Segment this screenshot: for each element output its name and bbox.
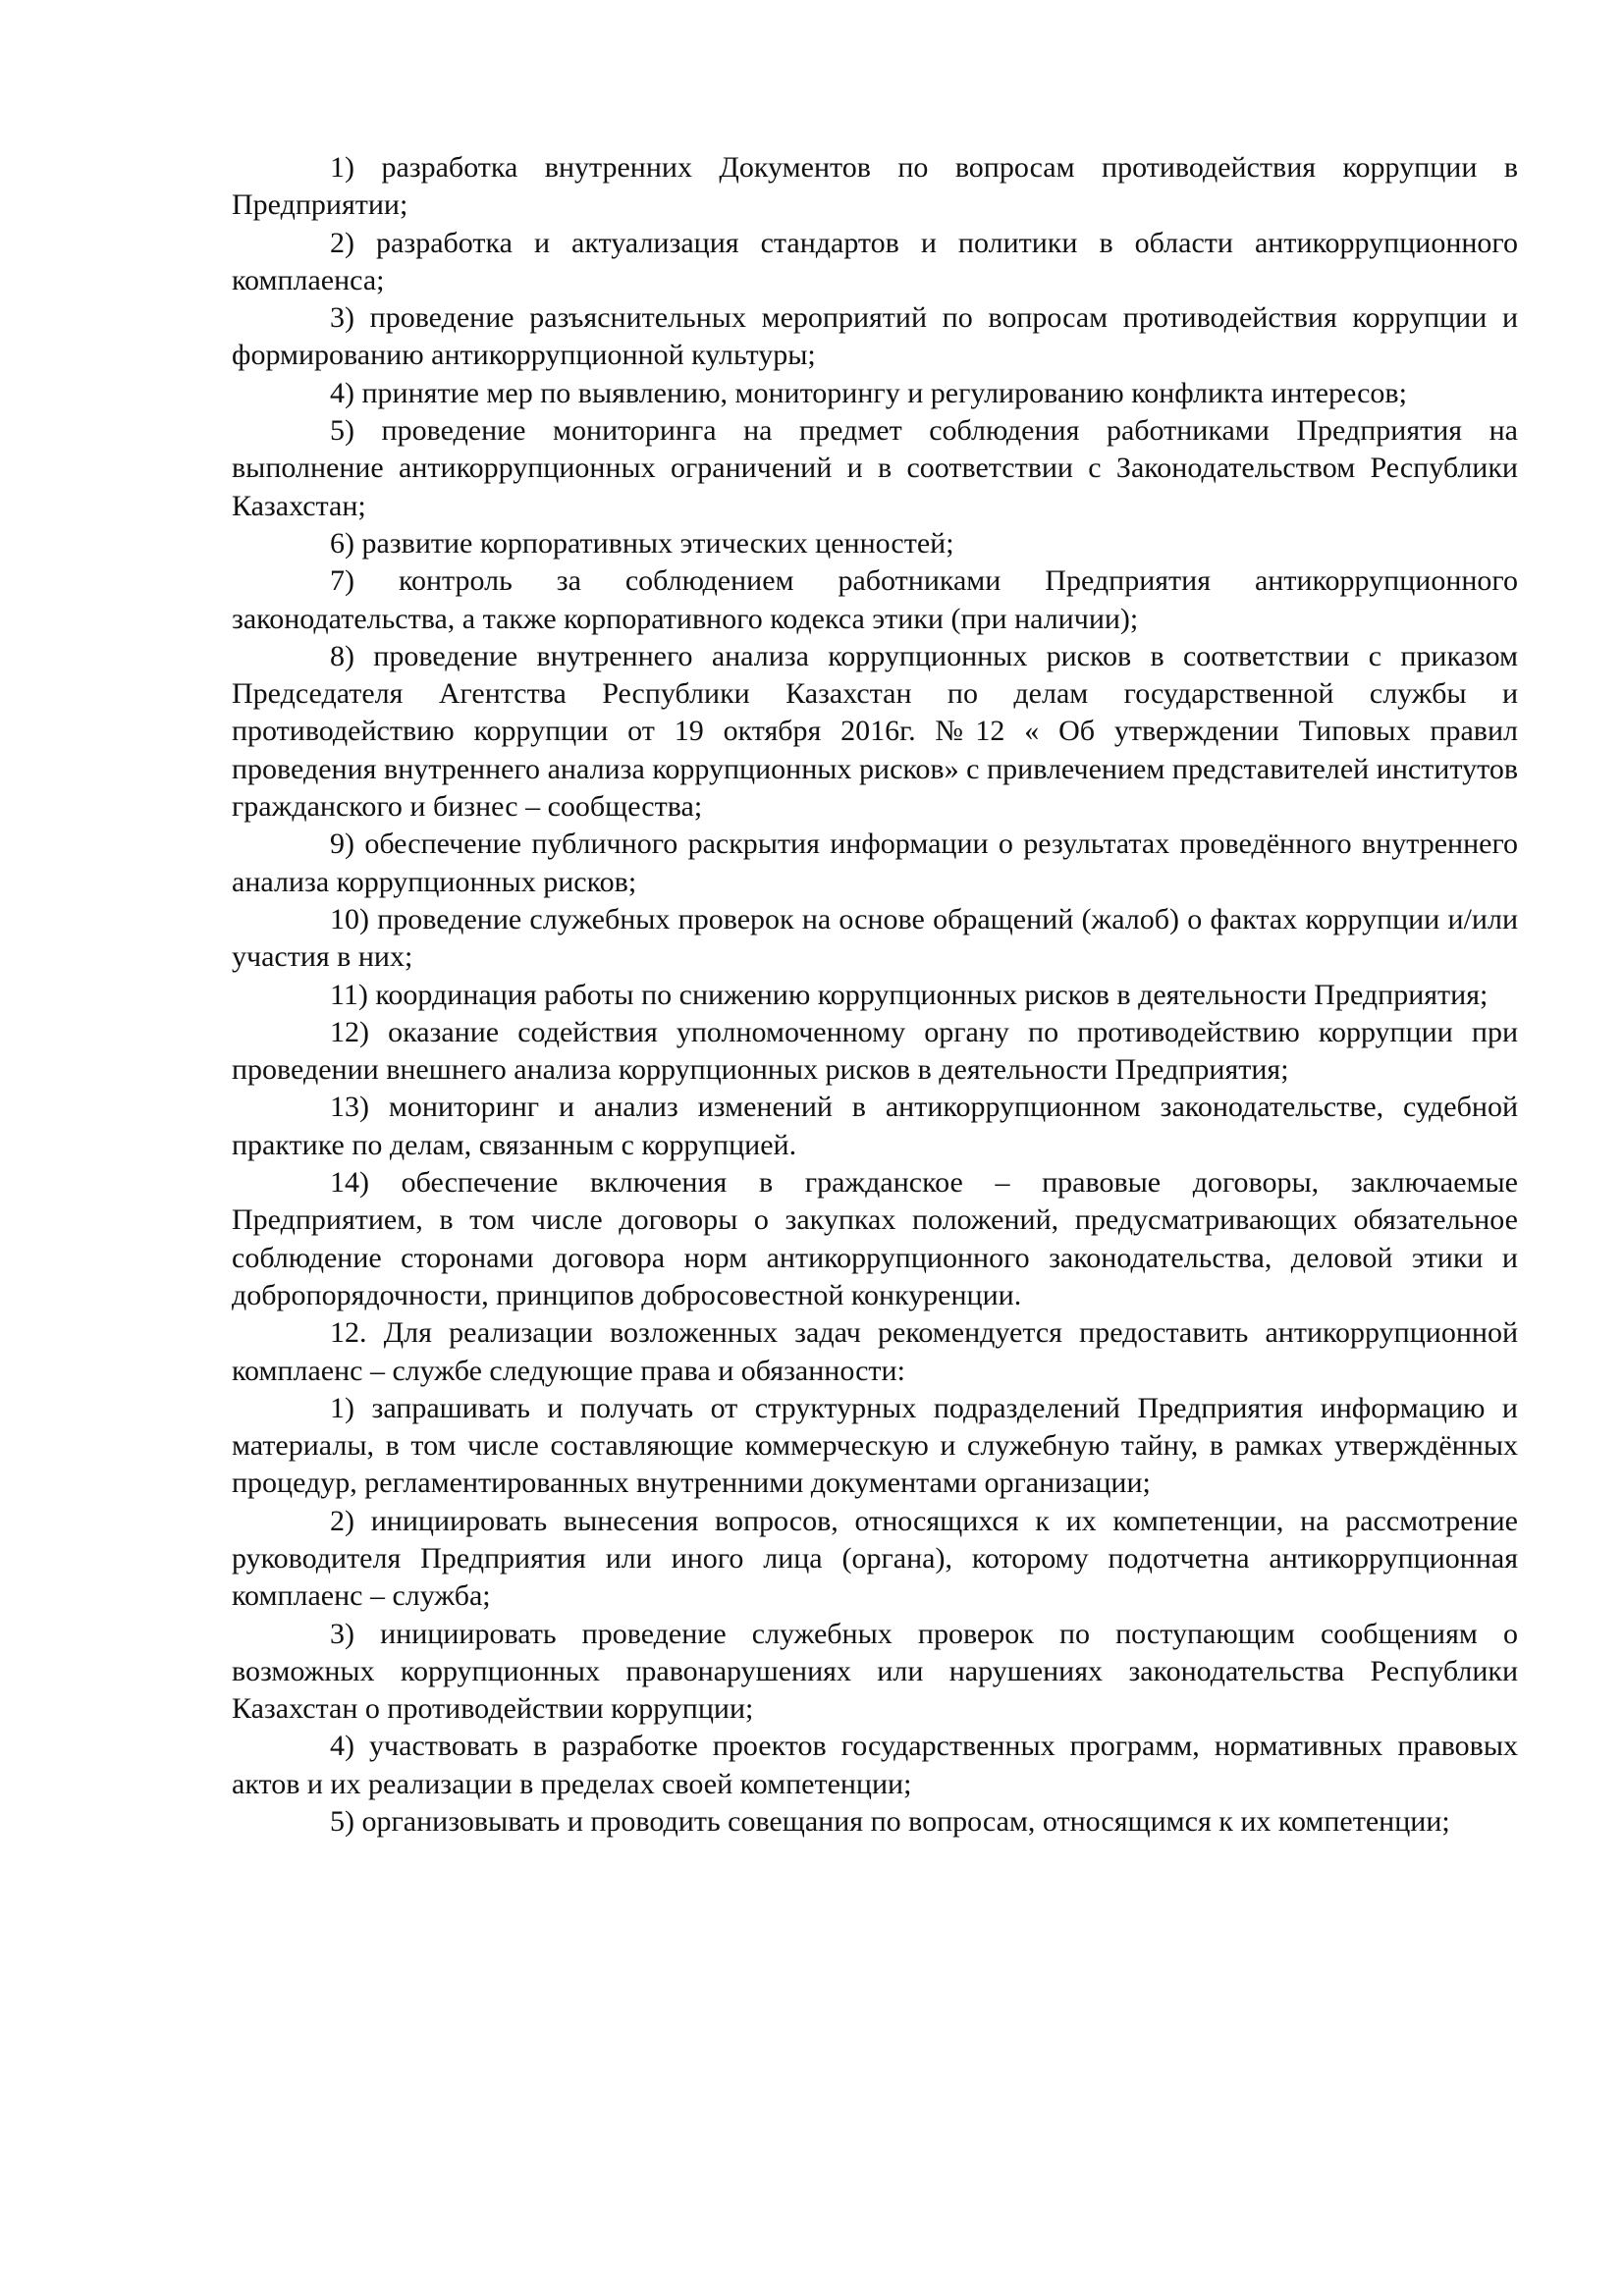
document-page (232, 149, 1518, 1841)
list-item-right-2: 2) инициировать вынесения вопросов, относящихся к их компетенции, на рассмотрение руководителя Предприятия или иного лица (органа), которому подотчетна антикоррупционная комплаенс – служба; (232, 1504, 1518, 1613)
list-item-task-6: 6) развитие корпоративных этических ценностей; (330, 526, 954, 560)
list-item-task-13: 13) мониторинг и анализ изменений в антикоррупционном законодательстве, судебной практике по делам, связанным с коррупцией. (232, 1091, 1518, 1161)
list-item-right-1: 1) запрашивать и получать от структурных подразделений Предприятия информацию и материалы, в том числе составляющие коммерческую и служебную тайну, в рамках утверждённых процедур, регламентированных внутренними документами организации; (232, 1391, 1518, 1500)
list-item-task-10: 10) проведение служебных проверок на основе обращений (жалоб) о фактах коррупции и/или участия в них; (232, 902, 1518, 974)
list-item-task-1: 1) разработка внутренних Документов по вопросам противодействия коррупции в Предприятии; (232, 151, 1518, 222)
list-item-right-4: 4) участвовать в разработке проектов государственных программ, нормативных правовых актов и их реализации в пределах своей компетенции; (232, 1730, 1518, 1800)
list-item-task-8: 8) проведение внутреннего анализа коррупционных рисков в соответствии с приказом Председателя Агентства Республики Казахстан по делам государственной службы и противодействию коррупции от 19 октября 2016г. №12 « Об утверждении Типовых правил проведения внутреннего анализа коррупционных рисков» с привлечением представителей институтов гражданского и бизнес – сообщества; (232, 639, 1518, 824)
list-item-task-5: 5) проведение мониторинга на предмет соблюдения работниками Предприятия на выполнение антикоррупционных ограничений и в соответствии с Законодательством Республики Казахстан; (232, 414, 1518, 522)
list-item-task-2: 2) разработка и актуализация стандартов и политики в области антикоррупционного комплаенса; (232, 226, 1518, 296)
list-item-task-3: 3) проведение разъяснительных мероприятий по вопросам противодействия коррупции и формированию антикоррупционной культуры; (232, 301, 1518, 372)
list-item-task-7: 7) контроль за соблюдением работниками Предприятия антикоррупционного законодательства, а также корпоративного кодекса этики (при наличии); (232, 564, 1518, 635)
section-12-paragraph: 12. Для реализации возложенных задач рекомендуется предоставить антикоррупционной комплаенс – службе следующие права и обязанности: (232, 1316, 1518, 1387)
list-item-task-11: 11) координация работы по снижению коррупционных рисков в деятельности Предприятия; (330, 978, 1489, 1011)
list-item-right-3: 3) инициировать проведение служебных проверок по поступающим сообщениям о возможных коррупционных правонарушениях или нарушениях законодательства Республики Казахстан о противодействии коррупции; (232, 1617, 1518, 1726)
list-item-task-12: 12) оказание содействия уполномоченному органу по противодействию коррупции при проведении внешнего анализа коррупционных рисков в деятельности Предприятия; (232, 1015, 1518, 1087)
list-item-task-14: 14) обеспечение включения в гражданское – правовые договоры, заключаемые Предприятием, в том числе договоры о закупках положений, предусматривающих обязательное соблюдение сторонами договора норм антикоррупционного законодательства, деловой этики и добропорядочности, принципов добросовестной конкуренции. (232, 1166, 1518, 1311)
list-item-task-9: 9) обеспечение публичного раскрытия информации о результатах проведённого внутреннего анализа коррупционных рисков; (232, 828, 1518, 898)
list-item-right-5: 5) организовывать и проводить совещания по вопросам, относящимся к их компетенции; (330, 1805, 1450, 1839)
list-item-task-4: 4) принятие мер по выявлению, мониторингу и регулированию конфликта интересов; (330, 376, 1407, 409)
